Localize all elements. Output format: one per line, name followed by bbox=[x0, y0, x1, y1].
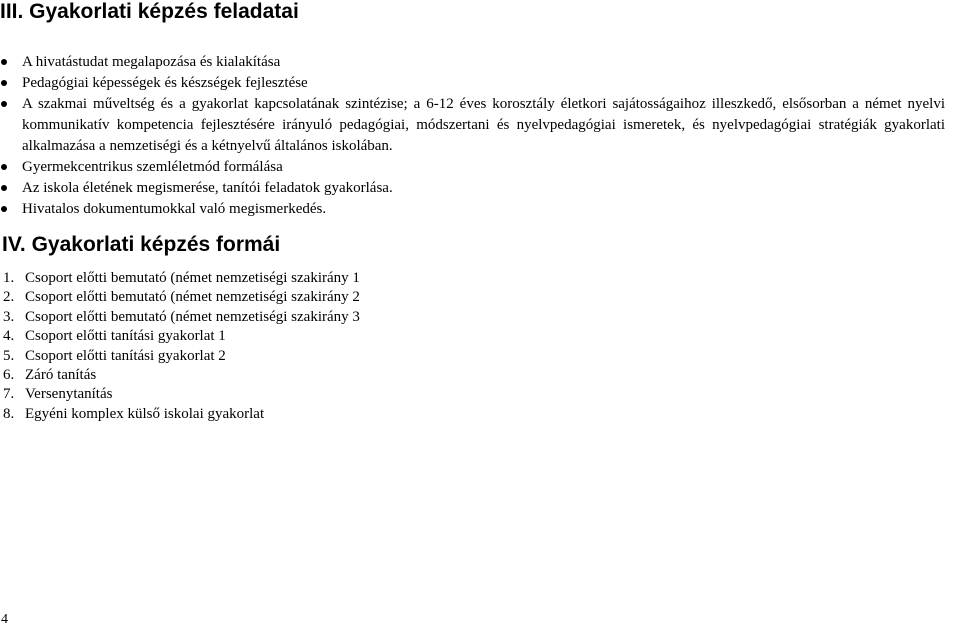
list-item-text: Csoport előtti tanítási gyakorlat 1 bbox=[25, 328, 226, 345]
list-item bbox=[0, 366, 360, 385]
bullet-icon bbox=[1, 101, 7, 107]
list-item-number: 4. bbox=[3, 328, 15, 345]
list-item-text: Egyéni komplex külső iskolai gyakorlat bbox=[25, 405, 265, 422]
list-item bbox=[0, 199, 945, 220]
list-item-text: Versenytanítás bbox=[25, 386, 113, 403]
list-item bbox=[0, 178, 945, 199]
list-item-number: 8. bbox=[3, 405, 15, 422]
list-item-text: Hivatalos dokumentumokkal való megismerkedés. bbox=[22, 201, 327, 217]
section-4-numbered-list bbox=[0, 269, 360, 424]
list-item-number: 3. bbox=[3, 308, 15, 325]
bullet-icon bbox=[1, 164, 7, 170]
bullet-icon bbox=[1, 185, 7, 191]
bullet-icon bbox=[1, 206, 7, 212]
section-3-heading: III. Gyakorlati képzés feladatai bbox=[0, 0, 299, 23]
list-item bbox=[0, 73, 945, 94]
list-item bbox=[0, 327, 360, 346]
list-item-text: Csoport előtti bemutató (német nemzetiségi szakirány 1 bbox=[25, 270, 360, 286]
list-item-text: Csoport előtti bemutató (német nemzetiségi szakirány 3 bbox=[25, 308, 360, 325]
list-item-text: Pedagógiai képességek és készségek fejlesztése bbox=[22, 75, 308, 91]
bullet-icon bbox=[1, 80, 7, 86]
list-item bbox=[0, 94, 945, 157]
bullet-icon bbox=[1, 59, 7, 65]
list-item bbox=[0, 385, 360, 404]
list-item bbox=[0, 308, 360, 327]
list-item-number: 1. bbox=[3, 270, 15, 286]
page-number: 4 bbox=[1, 612, 8, 627]
list-item-text: Csoport előtti bemutató (német nemzetiségi szakirány 2 bbox=[25, 289, 360, 306]
list-item bbox=[0, 405, 360, 424]
list-item bbox=[0, 347, 360, 366]
list-item-text: Csoport előtti tanítási gyakorlat 2 bbox=[25, 347, 226, 364]
section-3-bullet-list bbox=[0, 52, 945, 220]
list-item bbox=[0, 52, 945, 73]
list-item-number: 2. bbox=[3, 289, 15, 306]
list-item-text: Gyermekcentrikus szemléletmód formálása bbox=[22, 159, 283, 175]
list-item-text: Záró tanítás bbox=[25, 367, 97, 384]
list-item-text: Az iskola életének megismerése, tanítói feladatok gyakorlása. bbox=[22, 180, 393, 196]
list-item bbox=[0, 269, 360, 288]
section-4-heading: IV. Gyakorlati képzés formái bbox=[2, 233, 281, 256]
list-item-text: A szakmai műveltség és a gyakorlat kapcsolatának szintézise; a 6-12 éves korosztály életkori sajátosságaihoz illeszkedő, elsősorban a német nyelvi kommunikatív kompetencia fejlesztésére irányuló pedagógiai, módszertani és nyelvpedagógiai ismeretek, és nyelvpedagógiai stratégiák gyakorlati alkalmazása a nemzetiségi és a kétnyelvű általános iskolában. bbox=[22, 96, 945, 154]
list-item-number: 6. bbox=[3, 367, 15, 384]
list-item-text: A hivatástudat megalapozása és kialakítása bbox=[22, 54, 281, 70]
list-item-number: 7. bbox=[3, 386, 15, 403]
list-item bbox=[0, 288, 360, 307]
list-item-number: 5. bbox=[3, 347, 15, 364]
list-item bbox=[0, 157, 945, 178]
